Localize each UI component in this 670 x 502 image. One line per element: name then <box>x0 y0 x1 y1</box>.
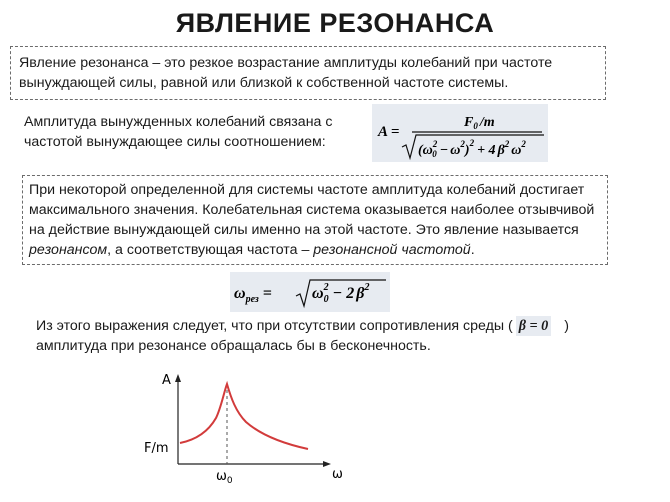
page-title: ЯВЛЕНИЕ РЕЗОНАНСА <box>175 8 495 38</box>
resonance-text-1: При некоторой определенной для системы частоте амплитуда колебаний достигает максимального значения. Колебательная система оказывается наиболее отзывчивой на действие вынуждающей силы именно на этой частоте. Это явление называется <box>29 182 595 238</box>
resonance-graph <box>140 368 370 500</box>
amplitude-formula-svg <box>372 104 548 162</box>
formula-denominator: ($\omega^2$ $0 - \omega^2)^2 + 4$ $\beta^2$ $\omega^2$ <box>418 138 526 159</box>
conclusion-line-2: амплитуда при резонансе обращалась бы в бесконечность. <box>36 338 431 354</box>
formula-numerator: $F_0$ /m <box>464 115 495 131</box>
y-axis-arrow <box>175 374 181 382</box>
resonance-term: резонансом <box>29 242 108 258</box>
formula2-rhs: $\omega^2$ 0 − 2 $\beta^2$ <box>312 282 370 305</box>
beta-zero-condition: β = 0 <box>516 316 552 336</box>
conclusion-paragraph <box>36 316 636 356</box>
resonance-frequency-term: резонансной частотой <box>313 242 471 258</box>
resonance-text-2: , а соответствующая частота – <box>107 242 314 258</box>
resonance-curve <box>180 384 308 449</box>
amplitude-formula <box>372 104 548 162</box>
formula-lhs: A = <box>378 124 400 140</box>
omega0-label: $\omega_0$ <box>216 469 233 486</box>
conclusion-line-1: Из этого выражения следует, что при отсутствии сопротивления среды ( β = 0 ) <box>36 318 569 334</box>
amplitude-paragraph: Амплитуда вынужденных колебаний связана с частотой вынуждающее силы соотношением: <box>24 114 333 150</box>
resonance-box <box>22 175 608 265</box>
definition-text: Явление резонанса – это резкое возрастание амплитуды колебаний при частоте вынуждающей силы, равной или близкой к собственной частоте системы. <box>19 55 553 91</box>
x-axis-arrow <box>323 461 331 467</box>
resonance-formula-svg <box>230 272 390 312</box>
x-axis-label: ω <box>332 467 343 482</box>
resonance-text-3: . <box>470 242 475 258</box>
definition-box <box>10 46 606 100</box>
fm-label: F/m <box>144 441 169 456</box>
y-axis-label: A <box>162 373 171 388</box>
formula2-lhs: $\omega_{рез}$ = <box>234 285 272 305</box>
resonance-formula <box>230 272 390 312</box>
